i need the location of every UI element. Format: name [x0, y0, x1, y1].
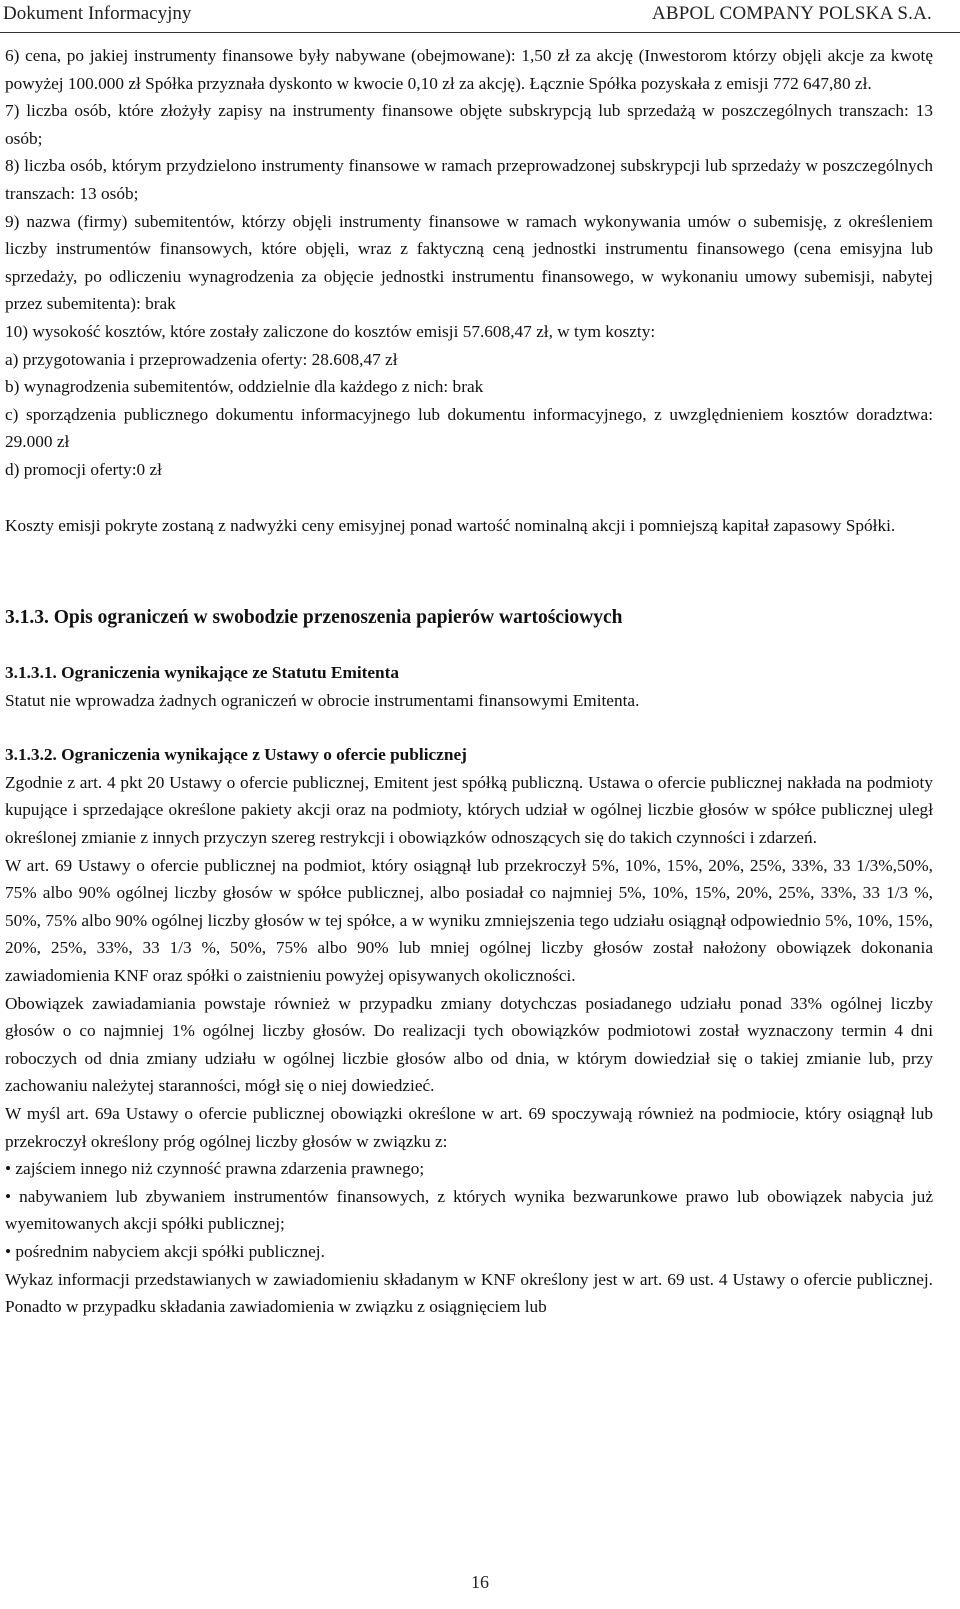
- item-7-subscribers: 7) liczba osób, które złożyły zapisy na instrumenty finansowe objęte subskrypcją lub sprzedażą w poszczególnych transzach: 13 osób;: [5, 101, 933, 148]
- public-offer-para-1: Zgodnie z art. 4 pkt 20 Ustawy o ofercie publicznej, Emitent jest spółką publiczną. Ustawa o ofercie publicznej nakłada na podmioty kupujące i sprzedające określone pakiety akcji oraz na podmioty, których udział w ogólnej liczbie głosów w spółce publicznej uległ określonej zmianie z innych przyczyn szereg restrykcji i obowiązków odnoszących się do takich czynności i zdarzeń.: [5, 772, 933, 848]
- item-10d: d) promocji oferty:0 zł: [5, 459, 162, 479]
- item-10-costs: 10) wysokość kosztów, które zostały zaliczone do kosztów emisji 57.608,47 zł, w tym koszty:: [5, 321, 656, 341]
- item-6-price: 6) cena, po jakiej instrumenty finansowe były nabywane (obejmowane): 1,50 zł za akcję (Inwestorom którzy objęli akcje za kwotę powyżej 100.000 zł Spółka przyznała dyskonto w kwocie 0,10 zł za akcję). Łącznie Spółka pozyskała z emisji 772 647,80 zł.: [5, 46, 933, 93]
- page-header: [0, 0, 960, 33]
- document-body: [5, 42, 933, 1321]
- bullet-item: • nabywaniem lub zbywaniem instrumentów finansowych, z których wynika bezwarunkowe prawo lub obowiązek nabycia już wyemitowanych akcji spółki publicznej;: [5, 1186, 933, 1234]
- public-offer-para-5: Wykaz informacji przedstawianych w zawiadomieniu składanym w KNF określony jest w art. 69 ust. 4 Ustawy o ofercie publicznej. Ponadto w przypadku składania zawiadomienia w związku z osiągnięciem lub: [5, 1269, 933, 1317]
- page-number: 16: [471, 1572, 489, 1592]
- section-heading-3-1-3-2: 3.1.3.2. Ograniczenia wynikające z Ustawy o ofercie publicznej: [5, 745, 467, 765]
- item-10b: b) wynagrodzenia subemitentów, oddzielnie dla każdego z nich: brak: [5, 377, 484, 397]
- bullet-item: • zajściem innego niż czynność prawna zdarzenia prawnego;: [5, 1159, 425, 1179]
- costs-coverage: Koszty emisji pokryte zostaną z nadwyżki ceny emisyjnej ponad wartość nominalną akcji i pomniejszą kapitał zapasowy Spółki.: [5, 515, 896, 535]
- item-8-allocated: 8) liczba osób, którym przydzielono instrumenty finansowe w ramach przeprowadzonej subskrypcji lub sprzedaży w poszczególnych transzach: 13 osób;: [5, 156, 933, 203]
- item-9-subemitents: 9) nazwa (firmy) subemitentów, którzy objęli instrumenty finansowe w ramach wykonywania umów o subemisję, z określeniem liczby instrumentów finansowych, które objęli, wraz z faktyczną ceną jednostki instrumentu finansowego (cena emisyjna lub sprzedaży, po odliczeniu wynagrodzenia za objęcie jednostki instrumentu finansowego, w wykonaniu umowy subemisji, nabytej przez subemitenta): brak: [5, 211, 933, 314]
- header-company-name: ABPOL COMPANY POLSKA S.A.: [651, 3, 932, 24]
- bullet-item: • pośrednim nabyciem akcji spółki publicznej.: [5, 1241, 325, 1261]
- header-document-title: Dokument Informacyjny: [3, 3, 192, 24]
- item-10a: a) przygotowania i przeprowadzenia oferty: 28.608,47 zł: [5, 349, 398, 369]
- public-offer-para-3: Obowiązek zawiadamiania powstaje również w przypadku zmiany dotychczas posiadanego udziału ponad 33% ogólnej liczby głosów o co najmniej 1% ogólnej liczby głosów. Do realizacji tych obowiązków podmiotowi został wyznaczony termin 4 dni roboczych od dnia zmiany udziału w ogólnej liczbie głosów albo od dnia, w którym dowiedział się o takiej zmianie lub, przy zachowaniu należytej staranności, mógł się o niej dowiedzieć.: [5, 993, 933, 1096]
- public-offer-para-4: W myśl art. 69a Ustawy o ofercie publicznej obowiązki określone w art. 69 spoczywają również na podmiocie, który osiągnął lub przekroczył określony próg ogólnej liczby głosów w związku z:: [5, 1104, 933, 1151]
- section-number: 3.1.3.: [5, 607, 49, 629]
- section-heading-3-1-3-1: 3.1.3.1. Ograniczenia wynikające ze Statutu Emitenta: [5, 663, 400, 683]
- section-title: Opis ograniczeń w swobodzie przenoszenia papierów wartościowych: [53, 607, 623, 629]
- public-offer-para-2: W art. 69 Ustawy o ofercie publicznej na podmiot, który osiągnął lub przekroczył 5%, 10%, 15%, 20%, 25%, 33%, 33 1/3%,50%, 75% albo 90% ogólnej liczby głosów w spółce publicznej, albo posiadał co najmniej 5%, 10%, 15%, 20%, 25%, 33%, 33 1/3 %, 50%, 75% albo 90% ogólnej liczby głosów w tej spółce, a w wyniku zmniejszenia tego udziału osiągnął odpowiednio 5%, 10%, 15%, 20%, 25%, 33%, 33 1/3 %, 50%, 75% albo 90% lub mniej ogólnej liczby głosów został nałożony obowiązek dokonania zawiadomienia KNF oraz spółki o zaistnieniu powyżej opisywanych okoliczności.: [5, 855, 933, 986]
- statute-text: Statut nie wprowadza żadnych ograniczeń w obrocie instrumentami finansowymi Emitenta.: [5, 690, 640, 710]
- item-10c: c) sporządzenia publicznego dokumentu informacyjnego lub dokumentu informacyjnego, z uwzględnieniem kosztów doradztwa: 29.000 zł: [5, 404, 933, 452]
- section-heading-3-1-3: [5, 604, 933, 632]
